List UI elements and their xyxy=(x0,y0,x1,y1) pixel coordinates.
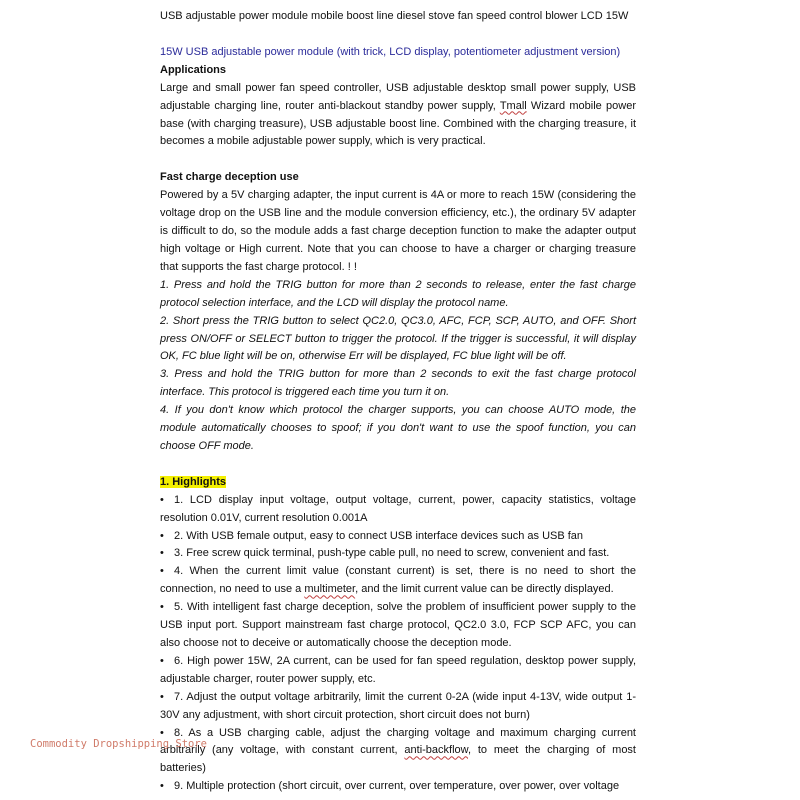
bullet-icon: • xyxy=(160,780,164,793)
spellcheck-word: anti-backflow xyxy=(404,744,468,757)
highlight-text: 5. With intelligent fast charge deception, solve the problem of insufficient power supply to the USB input port. Support mainstream fast charge protocol, QC2.0 3.0, FCP SCP AFC, you can also choose not to deceive or automatically choose the deception mode. xyxy=(160,601,636,649)
fast-charge-step: 1. Press and hold the TRIG button for more than 2 seconds to release, enter the fast charge protocol selection interface, and the LCD will display the protocol name. xyxy=(160,278,636,309)
bullet-icon: • xyxy=(160,690,164,703)
highlight-text: 8. As a USB charging cable, adjust the charging voltage and maximum charging current arbitrarily (any voltage, with constant current, xyxy=(160,726,636,757)
spacer xyxy=(160,26,636,44)
highlight-item xyxy=(160,653,636,689)
highlight-text: , and the limit current value can be directly displayed. xyxy=(355,583,614,596)
watermark: Commodity Dropshipping Store xyxy=(30,738,208,750)
highlight-text: 3. Free screw quick terminal, push-type cable pull, no need to screw, convenient and fast. xyxy=(174,547,610,560)
bullet-icon: • xyxy=(160,547,164,560)
spacer xyxy=(160,151,636,169)
applications-heading: Applications xyxy=(160,63,227,76)
fast-charge-heading: Fast charge deception use xyxy=(160,171,299,184)
document-title: USB adjustable power module mobile boost line diesel stove fan speed control blower LCD 15W xyxy=(160,10,629,22)
highlight-text: 4. When the current limit value (constant current) is set, there is no need to short the connection, no need to use a xyxy=(160,565,636,596)
highlights-heading: 1. Highlights xyxy=(160,475,226,488)
spellcheck-word: Tmall xyxy=(499,99,527,112)
bullet-icon: • xyxy=(160,601,164,614)
highlight-item xyxy=(160,492,636,528)
spellcheck-word: multimeter xyxy=(304,583,356,596)
highlight-item xyxy=(160,545,636,563)
bullet-icon: • xyxy=(160,493,164,506)
applications-text-part2: Wizard mobile power base (with charging treasure), USB adjustable boost line. Combined with the charging treasure, it becomes a mobile adjustable power supply, which is very practical. xyxy=(160,99,636,148)
highlight-item xyxy=(160,689,636,725)
highlight-item xyxy=(160,528,636,546)
highlight-text: 6. High power 15W, 2A current, can be used for fan speed regulation, desktop power supply, adjustable charger, router power supply, etc. xyxy=(160,654,636,685)
applications-text-part1: Large and small power fan speed controller, USB adjustable desktop small power supply, USB adjustable charging line, router anti-blackout standby power supply, xyxy=(160,81,636,112)
highlight-item xyxy=(160,778,636,796)
document-body xyxy=(160,8,636,796)
bullet-icon: • xyxy=(160,529,164,542)
highlights-heading-row xyxy=(160,474,636,492)
highlight-text: , to meet the charging of most batteries) xyxy=(160,744,636,775)
highlight-text: 7. Adjust the output voltage arbitrarily, limit the current 0-2A (wide input 4-13V, wide output 1-30V any adjustment, with short circuit protection, short circuit does not burn) xyxy=(160,690,636,721)
highlight-text: 1. LCD display input voltage, output voltage, current, power, capacity statistics, voltage resolution 0.01V, current resolution 0.001A xyxy=(160,493,636,524)
fast-charge-step: 4. If you don't know which protocol the charger supports, you can choose AUTO mode, the module automatically chooses to spoof; if you don't want to use the spoof function, you can choose OFF mode. xyxy=(160,404,636,452)
fast-charge-step: 3. Press and hold the TRIG button for more than 2 seconds to exit the fast charge protocol interface. This protocol is triggered each time you turn it on. xyxy=(160,368,636,399)
applications-paragraph xyxy=(160,80,636,152)
bullet-icon: • xyxy=(160,565,164,578)
spacer xyxy=(160,456,636,474)
highlight-text: 2. With USB female output, easy to connect USB interface devices such as USB fan xyxy=(174,529,584,542)
bullet-icon: • xyxy=(160,654,164,667)
fast-charge-step: 2. Short press the TRIG button to select QC2.0, QC3.0, AFC, FCP, SCP, AUTO, and OFF. Short press ON/OFF or SELECT button to trigger the protocol. If the trigger is successful, it will display OK, FC blue light will be on, otherwise Err will be displayed, FC blue light will be off. xyxy=(160,314,636,363)
document-subtitle: 15W USB adjustable power module (with trick, LCD display, potentiometer adjustment version) xyxy=(160,45,621,58)
highlight-item xyxy=(160,599,636,653)
highlight-text: 9. Multiple protection (short circuit, over current, over temperature, over power, over voltage xyxy=(174,780,620,793)
fast-charge-intro: Powered by a 5V charging adapter, the input current is 4A or more to reach 15W (considering the voltage drop on the USB line and the module conversion efficiency, etc.), the ordinary 5V adapter is difficult to do, so the module adds a fast charge deception function to make the adapter output high voltage or High current. Note that you can choose to have a charger or charging treasure that supports the fast charge protocol. ! ! xyxy=(160,189,636,273)
highlights-list xyxy=(160,492,636,796)
highlight-item xyxy=(160,563,636,599)
bullet-icon: • xyxy=(160,726,164,739)
highlight-item xyxy=(160,725,636,779)
